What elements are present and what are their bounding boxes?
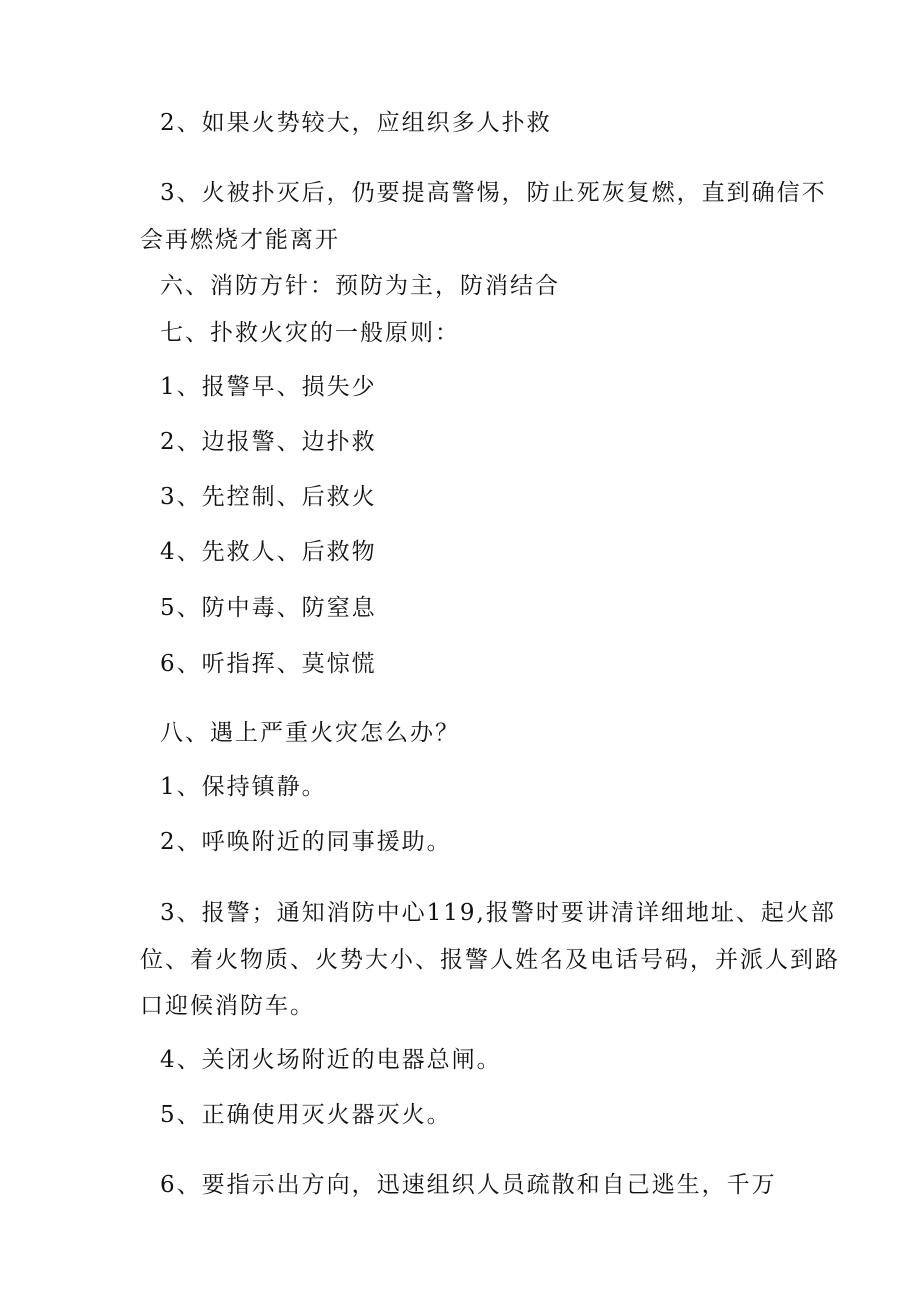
list-item: 2、呼唤附近的同事援助。: [160, 829, 452, 855]
list-item: 2、边报警、边扑救: [160, 429, 377, 455]
list-item: 5、防中毒、防窒息: [160, 595, 377, 621]
text-line: 会再燃烧才能离开: [140, 227, 340, 253]
list-item: 1、报警早、损失少: [160, 374, 377, 400]
list-item: 1、保持镇静。: [160, 774, 327, 800]
text-line: 3、火被扑灭后，仍要提高警惕，防止死灰复燃，直到确信不: [160, 180, 827, 206]
text-line: 3、报警；通知消防中心119,报警时要讲清详细地址、起火部: [160, 900, 836, 926]
text-line: 位、着火物质、火势大小、报警人姓名及电话号码，并派人到路: [140, 947, 840, 973]
section-heading: 七、扑救火灾的一般原则：: [160, 320, 460, 346]
list-item: 4、关闭火场附近的电器总闸。: [160, 1047, 502, 1073]
list-item: 4、先救人、后救物: [160, 539, 377, 565]
text-line: 口迎候消防车。: [140, 993, 315, 1019]
text-line: 6、要指示出方向，迅速组织人员疏散和自己逃生，千万: [160, 1172, 777, 1198]
list-item: 6、听指挥、莫惊慌: [160, 651, 377, 677]
text-line: 2、如果火势较大，应组织多人扑救: [160, 110, 552, 136]
section-heading: 六、消防方针：预防为主，防消结合: [160, 273, 560, 299]
section-heading: 八、遇上严重火灾怎么办？: [160, 720, 460, 746]
list-item: 5、正确使用灭火器灭火。: [160, 1102, 452, 1128]
list-item: 3、先控制、后救火: [160, 484, 377, 510]
